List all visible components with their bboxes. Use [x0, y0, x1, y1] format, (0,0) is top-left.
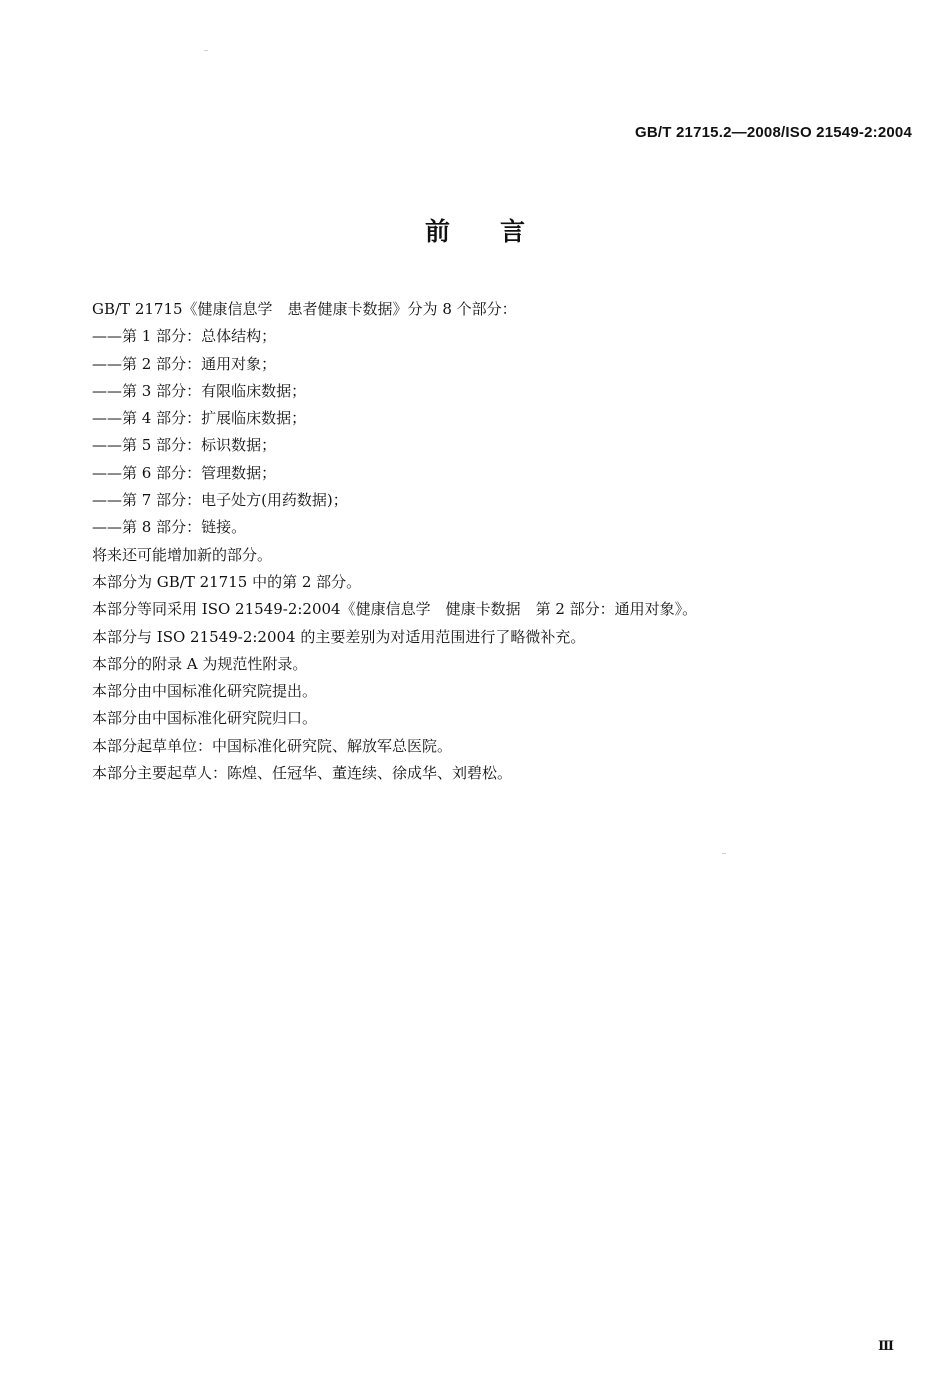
paragraph-intro: GB/T 21715《健康信息学 患者健康卡数据》分为 8 个部分：	[92, 300, 517, 318]
scan-speck	[722, 853, 726, 854]
paragraph: 本部分为 GB/T 21715 中的第 2 部分。	[92, 572, 362, 591]
paragraph: 本部分起草单位：中国标准化研究院、解放军总医院。	[92, 736, 453, 755]
paragraph: 本部分由中国标准化研究院归口。	[92, 709, 318, 728]
page-number: Ⅲ	[878, 1338, 894, 1353]
part-list-item: ——第 3 部分：有限临床数据；	[92, 381, 307, 400]
paragraph: 本部分由中国标准化研究院提出。	[92, 682, 318, 701]
part-list-item: ——第 7 部分：电子处方(用药数据)；	[92, 491, 348, 510]
scan-speck	[204, 50, 208, 51]
paragraph: 本部分主要起草人：陈煌、任冠华、董连续、徐成华、刘碧松。	[92, 764, 513, 783]
paragraph: 将来还可能增加新的部分。	[92, 545, 273, 564]
paragraph: 本部分等同采用 ISO 21549-2:2004《健康信息学 健康卡数据 第 2 部分：通用对象》。	[92, 600, 698, 619]
part-list-item: ——第 1 部分：总体结构；	[92, 327, 277, 346]
part-list-item: ——第 5 部分：标识数据；	[92, 436, 277, 455]
foreword-body	[92, 296, 912, 787]
part-list-item: ——第 6 部分：管理数据；	[92, 463, 277, 482]
paragraph: 本部分与 ISO 21549-2:2004 的主要差别为对适用范围进行了略微补充。	[92, 627, 586, 646]
page-title: 前言	[424, 217, 575, 246]
standard-code: GB/T 21715.2—2008/ISO 21549-2:2004	[635, 124, 912, 141]
part-list-item: ——第 8 部分：链接。	[92, 518, 247, 537]
part-list-item: ——第 2 部分：通用对象；	[92, 354, 277, 373]
paragraph: 本部分的附录 A 为规范性附录。	[92, 654, 308, 673]
part-list-item: ——第 4 部分：扩展临床数据；	[92, 409, 307, 428]
